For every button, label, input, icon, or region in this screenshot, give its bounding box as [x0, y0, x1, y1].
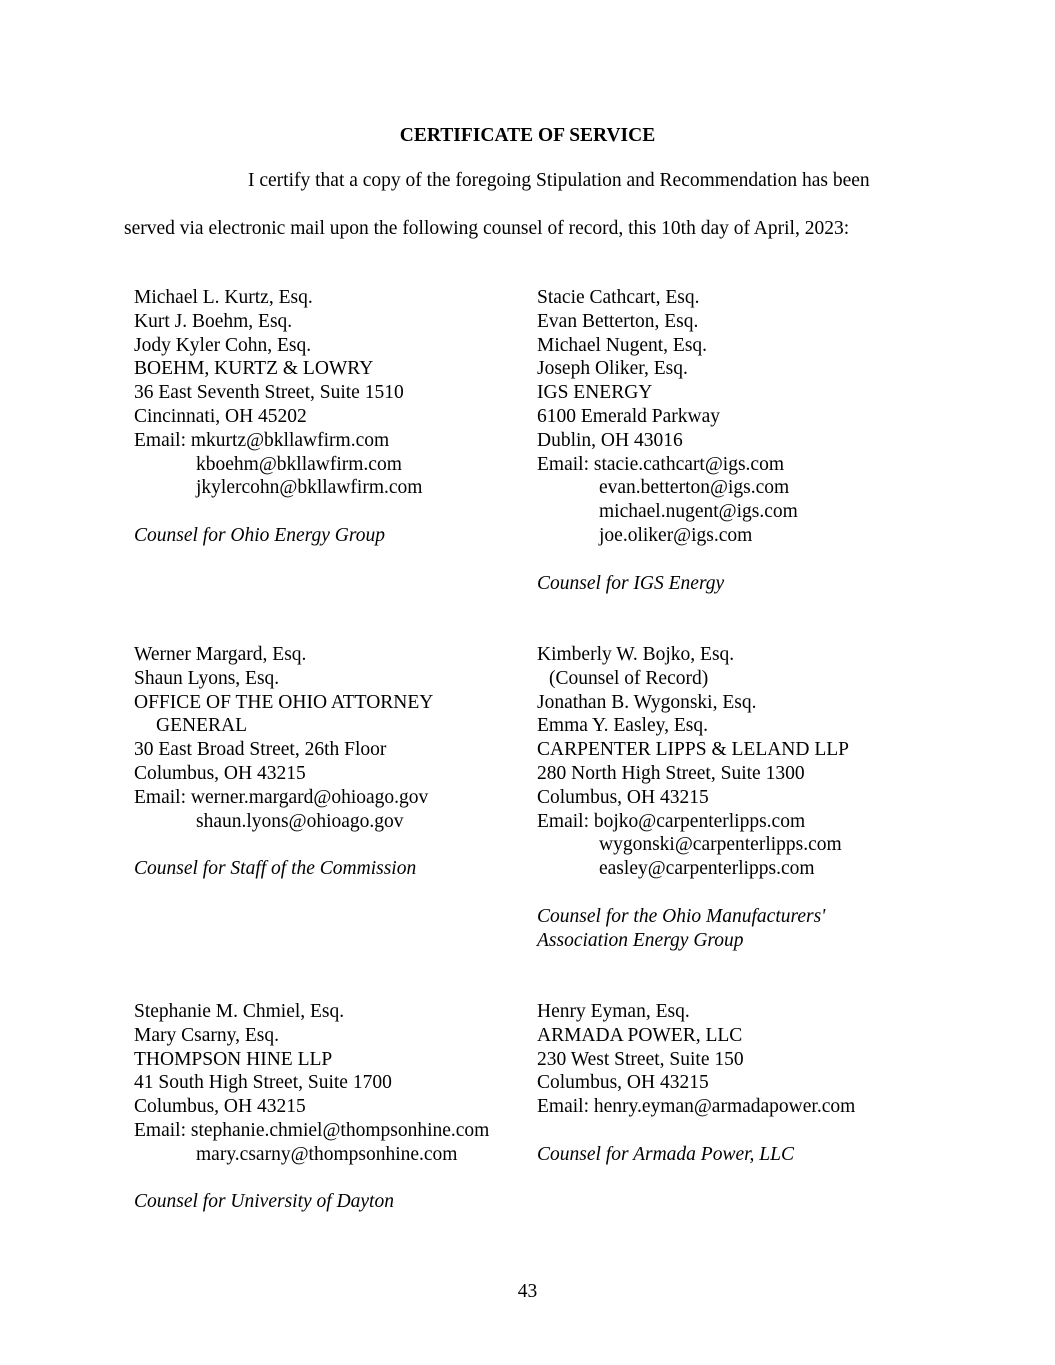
email-line: easley@carpenterlipps.com: [599, 858, 815, 880]
address-line: THOMPSON HINE LLP: [134, 1048, 333, 1070]
email-line: jkylercohn@bkllawfirm.com: [196, 477, 423, 499]
email-line: kboehm@bkllawfirm.com: [196, 453, 402, 475]
address-line: Jonathan B. Wygonski, Esq.: [537, 691, 757, 713]
counsel-block-right: [537, 1000, 855, 1167]
certification-text-line-2: served via electronic mail upon the following counsel of record, this 10th day of April, 2023:: [124, 218, 850, 239]
email-line: mary.csarny@thompsonhine.com: [196, 1143, 458, 1165]
address-line: Stacie Cathcart, Esq.: [537, 287, 700, 308]
address-line: Jody Kyler Cohn, Esq.: [134, 334, 312, 356]
address-line: Kimberly W. Bojko, Esq.: [537, 644, 735, 665]
address-line: 36 East Seventh Street, Suite 1510: [134, 382, 404, 404]
counsel-for-label: Counsel for the Ohio Manufacturers': [537, 905, 826, 927]
counsel-for-label: Association Energy Group: [537, 929, 744, 951]
certificate-title: CERTIFICATE OF SERVICE: [399, 125, 656, 146]
email-line: Email: werner.margard@ohioago.gov: [134, 786, 429, 808]
address-line: ARMADA POWER, LLC: [537, 1024, 743, 1046]
address-line: (Counsel of Record): [549, 667, 709, 689]
email-line: Email: mkurtz@bkllawfirm.com: [134, 429, 390, 451]
address-line: 6100 Emerald Parkway: [537, 405, 721, 427]
address-line: IGS ENERGY: [537, 382, 653, 404]
counsel-for-label: Counsel for Ohio Energy Group: [134, 524, 385, 546]
email-line: Email: stacie.cathcart@igs.com: [537, 453, 784, 475]
address-line: Joseph Oliker, Esq.: [537, 358, 688, 380]
email-line: Email: henry.eyman@armadapower.com: [537, 1096, 856, 1118]
blank-line: [537, 548, 798, 572]
address-line: Columbus, OH 43215: [537, 1072, 709, 1094]
counsel-for-label: Counsel for Armada Power, LLC: [537, 1143, 794, 1165]
email-line: Email: stephanie.chmiel@thompsonhine.com: [134, 1119, 490, 1141]
address-line: Evan Betterton, Esq.: [537, 310, 699, 332]
address-line: CARPENTER LIPPS & LELAND LLP: [537, 739, 850, 761]
blank-line: [537, 881, 849, 905]
counsel-block-right: [537, 286, 798, 595]
address-line: Werner Margard, Esq.: [134, 644, 307, 665]
counsel-for-label: Counsel for University of Dayton: [134, 1191, 394, 1213]
address-line: 41 South High Street, Suite 1700: [134, 1072, 392, 1094]
email-line: michael.nugent@igs.com: [599, 501, 798, 523]
address-line: Kurt J. Boehm, Esq.: [134, 310, 293, 332]
address-line: Columbus, OH 43215: [134, 762, 306, 784]
address-line: Cincinnati, OH 45202: [134, 405, 307, 427]
certification-text-line-1: I certify that a copy of the foregoing Stipulation and Recommendation has been: [248, 170, 870, 191]
page-number: 43: [517, 1281, 538, 1302]
address-line: Columbus, OH 43215: [537, 786, 709, 808]
address-line: Michael Nugent, Esq.: [537, 334, 708, 356]
blank-line: [134, 1167, 489, 1191]
blank-line: [134, 500, 422, 524]
email-line: wygonski@carpenterlipps.com: [599, 834, 842, 856]
address-line: Michael L. Kurtz, Esq.: [134, 287, 313, 308]
counsel-block-left: [134, 1000, 489, 1214]
address-line: Shaun Lyons, Esq.: [134, 667, 280, 689]
address-line: 280 North High Street, Suite 1300: [537, 762, 805, 784]
email-line: evan.betterton@igs.com: [599, 477, 790, 499]
address-line: Dublin, OH 43016: [537, 429, 683, 451]
address-line: 230 West Street, Suite 150: [537, 1048, 744, 1070]
address-line: Emma Y. Easley, Esq.: [537, 715, 708, 737]
counsel-for-label: Counsel for Staff of the Commission: [134, 858, 417, 880]
counsel-block-left: [134, 286, 422, 548]
counsel-block-right: [537, 643, 849, 952]
address-line: Columbus, OH 43215: [134, 1096, 306, 1118]
counsel-for-label: Counsel for IGS Energy: [537, 572, 725, 594]
address-line: 30 East Broad Street, 26th Floor: [134, 739, 387, 761]
blank-line: [134, 833, 433, 857]
blank-line: [537, 1119, 855, 1143]
email-line: shaun.lyons@ohioago.gov: [196, 810, 404, 832]
address-line: OFFICE OF THE OHIO ATTORNEY: [134, 691, 434, 713]
address-line: Henry Eyman, Esq.: [537, 1001, 690, 1022]
address-line: BOEHM, KURTZ & LOWRY: [134, 358, 374, 380]
address-line: Mary Csarny, Esq.: [134, 1024, 279, 1046]
address-line: GENERAL: [156, 715, 247, 737]
email-line: joe.oliker@igs.com: [599, 524, 753, 546]
email-line: Email: bojko@carpenterlipps.com: [537, 810, 806, 832]
counsel-block-left: [134, 643, 433, 881]
address-line: Stephanie M. Chmiel, Esq.: [134, 1001, 345, 1022]
